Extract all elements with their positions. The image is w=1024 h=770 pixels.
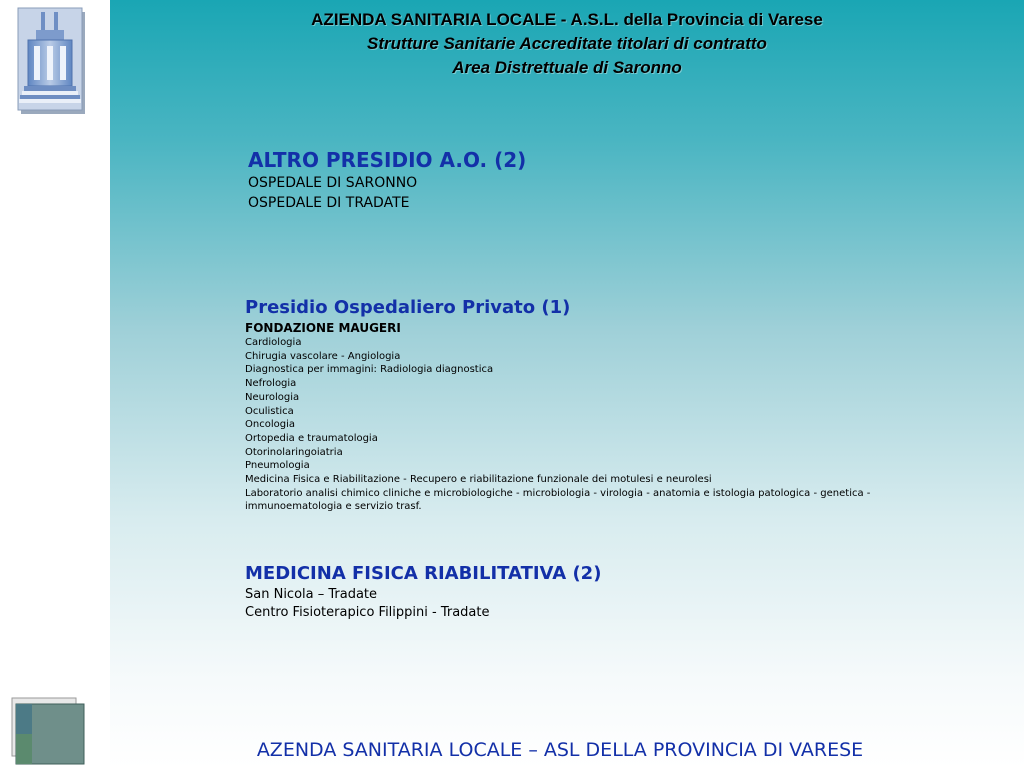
list-item: Oculistica xyxy=(245,405,294,417)
section-altro-presidio xyxy=(248,147,526,213)
section-medicina-fisica xyxy=(245,562,601,622)
header-title: AZIENDA SANITARIA LOCALE - A.S.L. della Provincia di Varese xyxy=(311,10,823,29)
slide-footer: AZENDA SANITARIA LOCALE – ASL DELLA PROVINCIA DI VARESE xyxy=(256,739,864,761)
section-title: MEDICINA FISICA RIABILITATIVA (2) xyxy=(245,563,602,584)
list-item: OSPEDALE DI TRADATE xyxy=(248,195,410,211)
section-title: Presidio Ospedaliero Privato (1) xyxy=(245,297,571,318)
slide-header xyxy=(110,8,1024,80)
list-item: OSPEDALE DI SARONNO xyxy=(248,175,418,191)
left-sidebar xyxy=(0,0,110,768)
header-area: Area Distrettuale di Saronno xyxy=(452,58,682,77)
section-subtitle: FONDAZIONE MAUGERI xyxy=(245,321,401,335)
pca-logo-icon xyxy=(10,696,88,766)
building-logo-icon xyxy=(16,6,86,114)
list-item: Neurologia xyxy=(245,391,300,403)
list-item: Cardiologia xyxy=(245,337,302,348)
list-item: San Nicola – Tradate xyxy=(245,587,378,602)
list-item: Diagnostica per immagini: Radiologia diagnostica xyxy=(245,364,494,376)
list-item: Oncologia xyxy=(245,419,295,431)
list-item: Medicina Fisica e Riabilitazione - Recupero e riabilitazione funzionale dei motulesi e neurolesi xyxy=(245,474,712,486)
section-presidio-privato xyxy=(245,296,895,514)
section-title: ALTRO PRESIDIO A.O. (2) xyxy=(248,148,527,172)
list-item: Pneumologia xyxy=(245,460,310,472)
list-item: Ortopedia e traumatologia xyxy=(245,432,378,444)
list-item: Chirugia vascolare - Angiologia xyxy=(245,350,401,362)
list-item: Laboratorio analisi chimico cliniche e microbiologiche - microbiologia - virologia - anatomia e istologia patologica - genetica - immunoematologia e servizio trasf. xyxy=(245,487,871,513)
header-subtitle: Strutture Sanitarie Accreditate titolari di contratto xyxy=(367,34,767,53)
list-item: Otorinolaringoiatria xyxy=(245,446,343,458)
list-item: Centro Fisioterapico Filippini - Tradate xyxy=(245,605,490,620)
list-item: Nefrologia xyxy=(245,378,297,390)
